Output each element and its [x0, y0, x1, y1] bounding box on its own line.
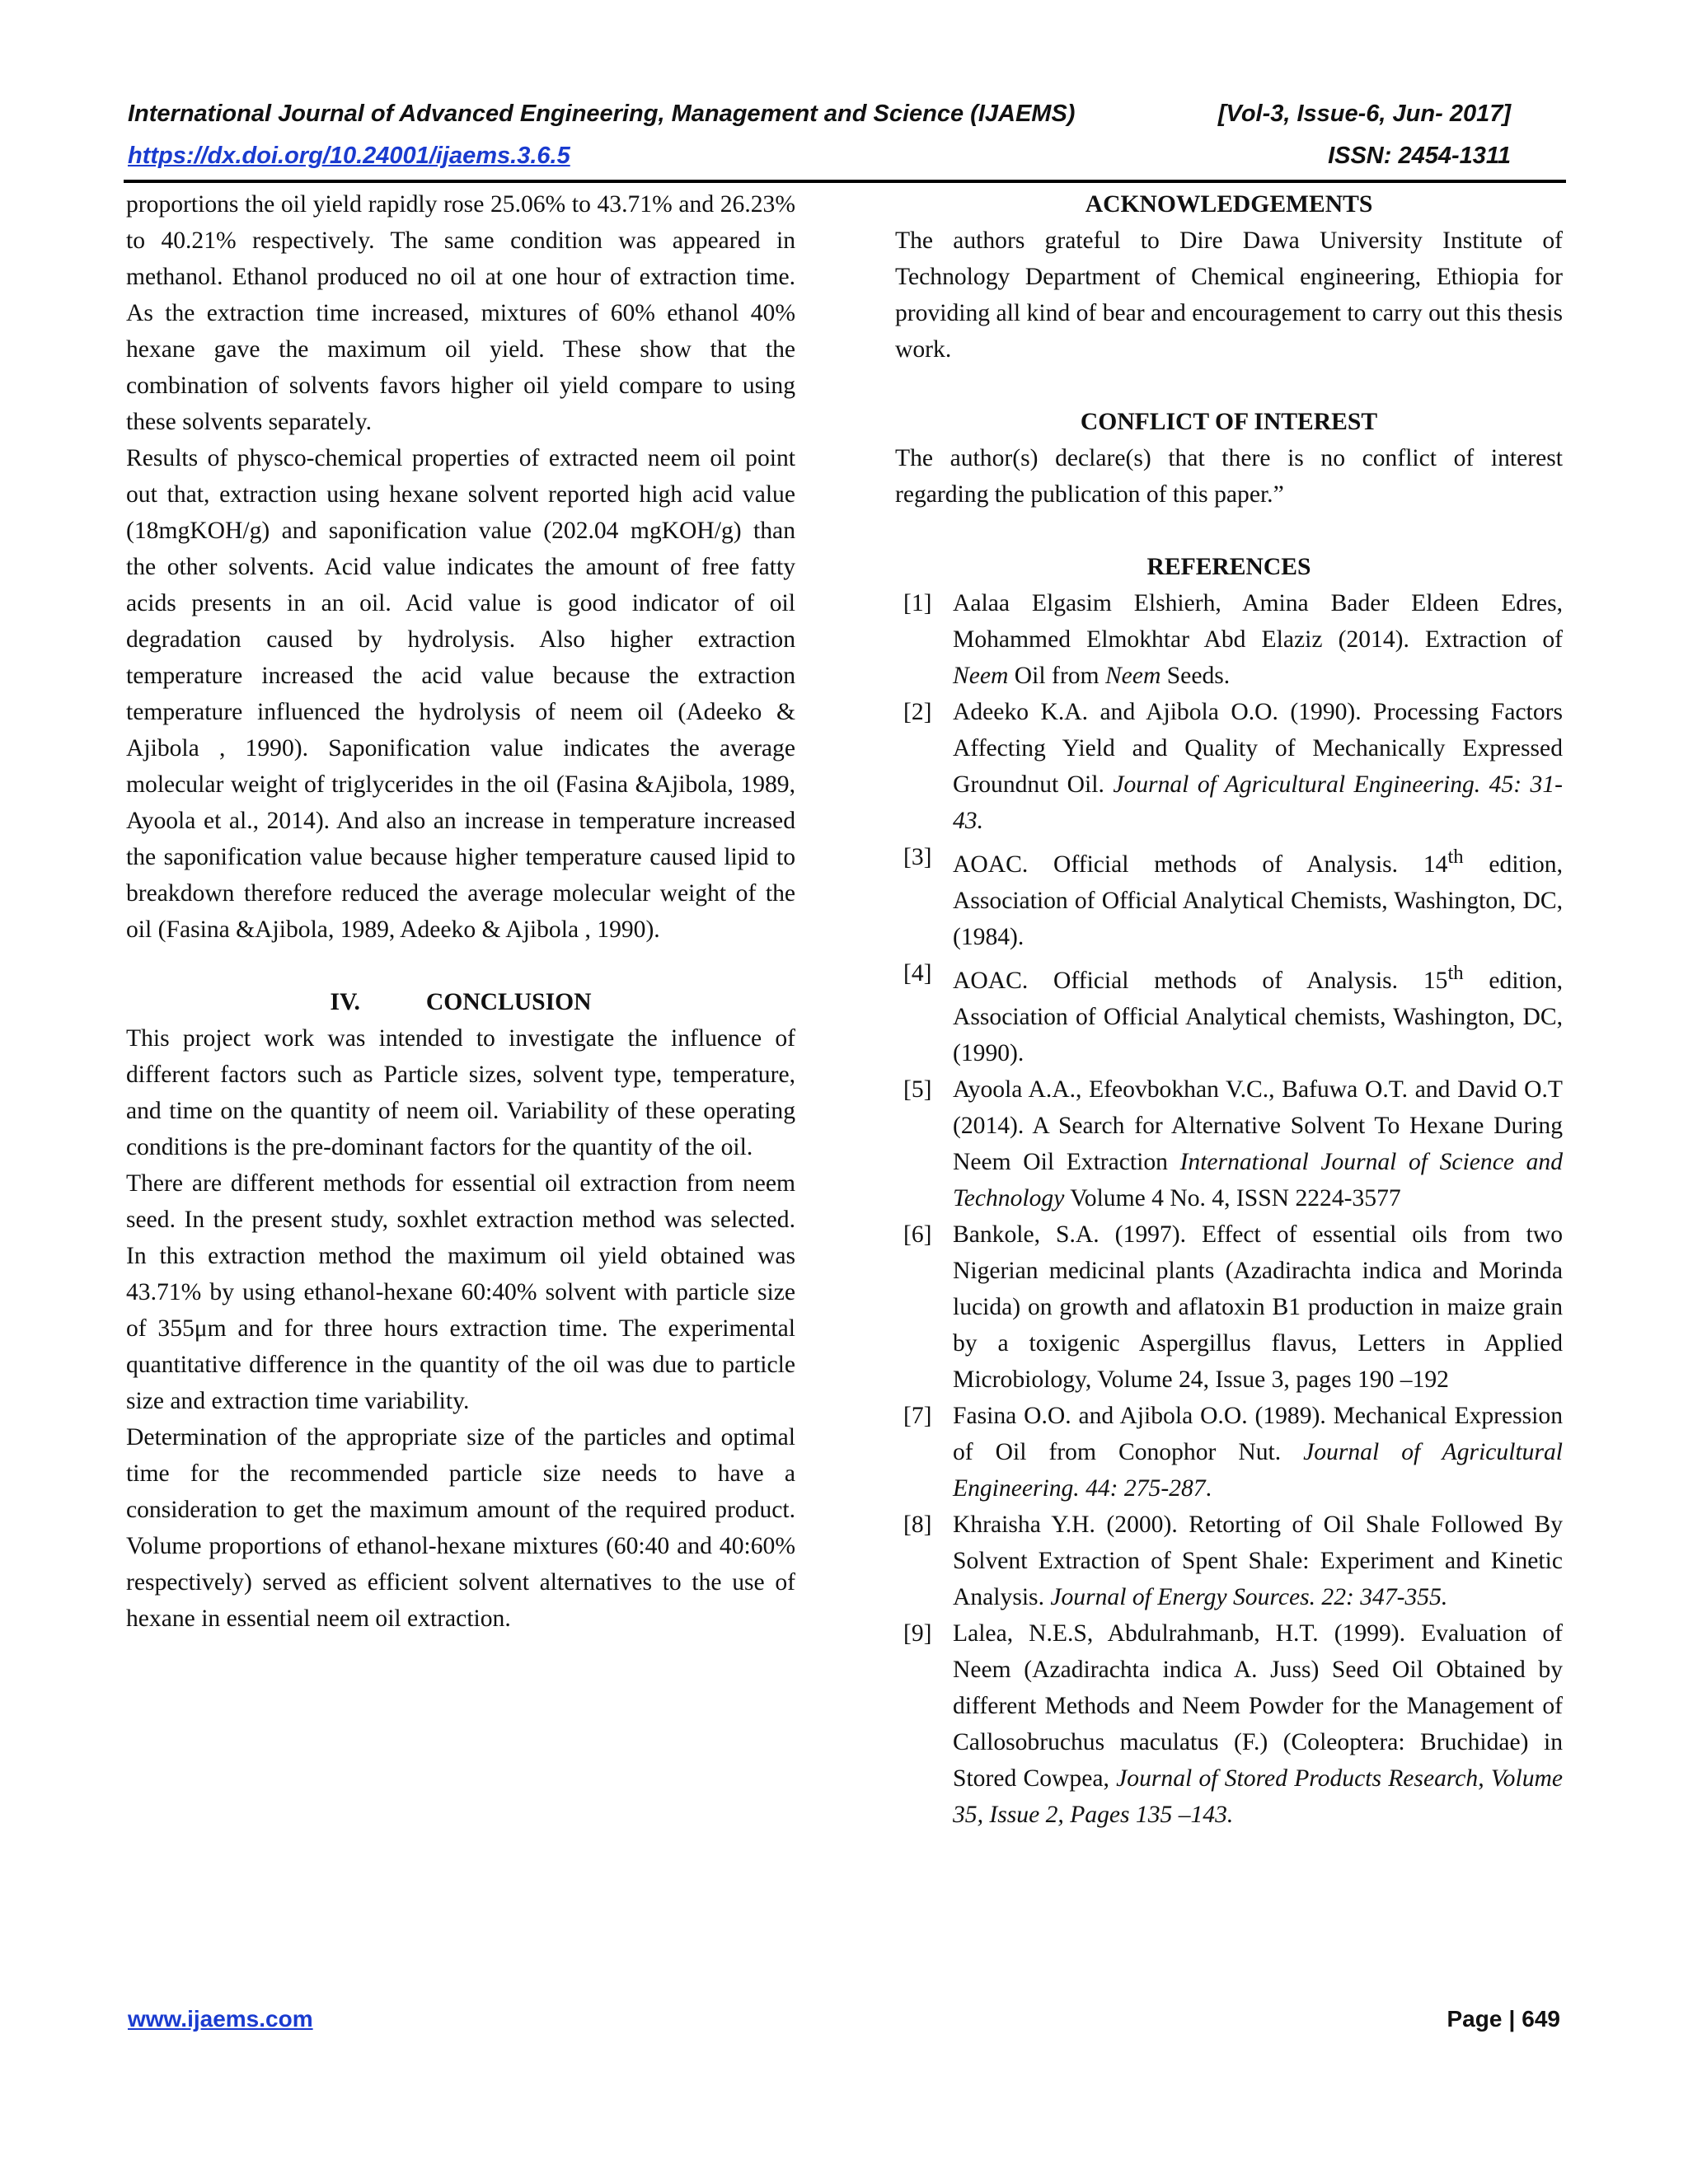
- issn: ISSN: 2454-1311: [1328, 143, 1511, 169]
- paragraph: Results of physco-chemical properties of extracted neem oil point out that, extraction using hexane solvent reported high acid value (18mgKOH/g) and saponification value (202.04 mgKOH/g) than the other solvents. Acid value indicates the amount of free fatty acids presents in an oil. Acid value is good indicator of oil degradation caused by hydrolysis. Also higher extraction temperature increased the acid value because the extraction temperature influenced the hydrolysis of neem oil (Adeeko & Ajibola , 1990). Saponification value indicates the average molecular weight of triglycerides in the oil (Fasina &Ajibola, 1989, Ayoola et al., 2014). And also an increase in temperature increased the saponification value because higher temperature caused lipid to breakdown therefore reduced the average molecular weight of the oil (Fasina &Ajibola, 1989, Adeeko & Ajibola , 1990).: [126, 445, 795, 943]
- paragraph: This project work was intended to investigate the influence of different factors such as Particle sizes, solvent type, temperature, and time on the quantity of neem oil. Variability of these operating conditions is the pre-dominant factors for the quantity of the oil.: [126, 1025, 795, 1160]
- paragraph: There are different methods for essential oil extraction from neem seed. In the present study, soxhlet extraction method was selected. In this extraction method the maximum oil yield obtained was 43.71% by using ethanol-hexane 60:40% solvent with particle size of 355μm and for three hours extraction time. The experimental quantitative difference in the quantity of the oil was due to particle size and extraction time variability.: [126, 1170, 795, 1414]
- section-title: CONCLUSION: [425, 989, 592, 1015]
- reference-item: [4] AOAC. Official methods of Analysis. 15th edition, Association of Official Analytical chemists, Washington, DC, (1990).: [903, 959, 1563, 1066]
- reference-item: [3] AOAC. Official methods of Analysis. 14th edition, Association of Official Analytical Chemists, Washington, DC, (1984).: [903, 844, 1563, 950]
- website-link[interactable]: www.ijaems.com: [128, 2006, 313, 2032]
- reference-item: [9] Lalea, N.E.S, Abdulrahmanb, H.T. (1999). Evaluation of Neem (Azadirachta indica A. Juss) Seed Oil Obtained by different Methods and Neem Powder for the Management of Callosobruchus maculatus (F.) (Coleoptera: Bruchidae) in Stored Cowpea, Journal of Stored Products Research, Volume 35, Issue 2, Pages 135 –143.: [903, 1619, 1564, 1828]
- conflict-heading: CONFLICT OF INTEREST: [1080, 409, 1378, 435]
- paragraph: proportions the oil yield rapidly rose 25.06% to 43.71% and 26.23% to 40.21% respectively. The same condition was appeared in methanol. Ethanol produced no oil at one hour of extraction time. As the extraction time increased, mixtures of 60% ethanol 40% hexane gave the maximum oil yield. These show that the combination of solvents favors higher oil yield compare to using these solvents separately.: [126, 191, 795, 435]
- acknowledgements-heading: ACKNOWLEDGEMENTS: [1085, 191, 1373, 218]
- references-heading: REFERENCES: [1146, 554, 1311, 580]
- acknowledgements-text: The authors grateful to Dire Dawa University Institute of Technology Department of Chemical engineering, Ethiopia for providing all kind of bear and encouragement to carry out this thesis work.: [895, 227, 1563, 363]
- reference-item: [6] Bankole, S.A. (1997). Effect of essential oils from two Nigerian medicinal plants (Azadirachta indica and Morinda lucida) on growth and aflatoxin B1 production in maize grain by a toxigenic Aspergillus flavus, Letters in Applied Microbiology, Volume 24, Issue 3, pages 190 –192: [903, 1221, 1563, 1393]
- section-number: IV.: [330, 989, 360, 1015]
- right-column: [895, 186, 1563, 1833]
- volume-issue: [Vol-3, Issue-6, Jun- 2017]: [1217, 101, 1511, 127]
- reference-list: [895, 585, 1563, 1833]
- header-rule: [124, 180, 1566, 183]
- reference-item: [7] Fasina O.O. and Ajibola O.O. (1989). Mechanical Expression of Oil from Conophor Nut. Journal of Agricultural Engineering. 44: 275-287.: [903, 1402, 1563, 1502]
- paragraph: Determination of the appropriate size of the particles and optimal time for the recommended particle size needs to have a consideration to get the maximum amount of the required product. Volume proportions of ethanol-hexane mixtures (60:40 and 40:60% respectively) served as efficient solvent alternatives to the use of hexane in essential neem oil extraction.: [126, 1424, 795, 1632]
- journal-title: International Journal of Advanced Engineering, Management and Science (IJAEMS): [128, 101, 1076, 127]
- reference-item: [2] Adeeko K.A. and Ajibola O.O. (1990). Processing Factors Affecting Yield and Quality of Mechanically Expressed Groundnut Oil. Journal of Agricultural Engineering. 45: 31-43.: [903, 699, 1563, 834]
- page-footer: [128, 2008, 1560, 2031]
- reference-item: [1] Aalaa Elgasim Elshierh, Amina Bader Eldeen Edres, Mohammed Elmokhtar Abd Elaziz (2014). Extraction of Neem Oil from Neem Seeds.: [903, 590, 1563, 689]
- conclusion-heading: [126, 984, 795, 1020]
- left-column: [126, 186, 795, 1637]
- conflict-text: The author(s) declare(s) that there is no conflict of interest regarding the publication of this paper.”: [895, 445, 1563, 508]
- reference-item: [5] Ayoola A.A., Efeovbokhan V.C., Bafuwa O.T. and David O.T (2014). A Search for Alternative Solvent To Hexane During Neem Oil Extraction International Journal of Science and Technology Volume 4 No. 4, ISSN 2224-3577: [903, 1076, 1563, 1212]
- doi-link[interactable]: https://dx.doi.org/10.24001/ijaems.3.6.5: [128, 143, 570, 169]
- page-number: Page | 649: [1447, 2006, 1560, 2032]
- reference-item: [8] Khraisha Y.H. (2000). Retorting of Oil Shale Followed By Solvent Extraction of Spent Shale: Experiment and Kinetic Analysis. Journal of Energy Sources. 22: 347-355.: [903, 1511, 1563, 1610]
